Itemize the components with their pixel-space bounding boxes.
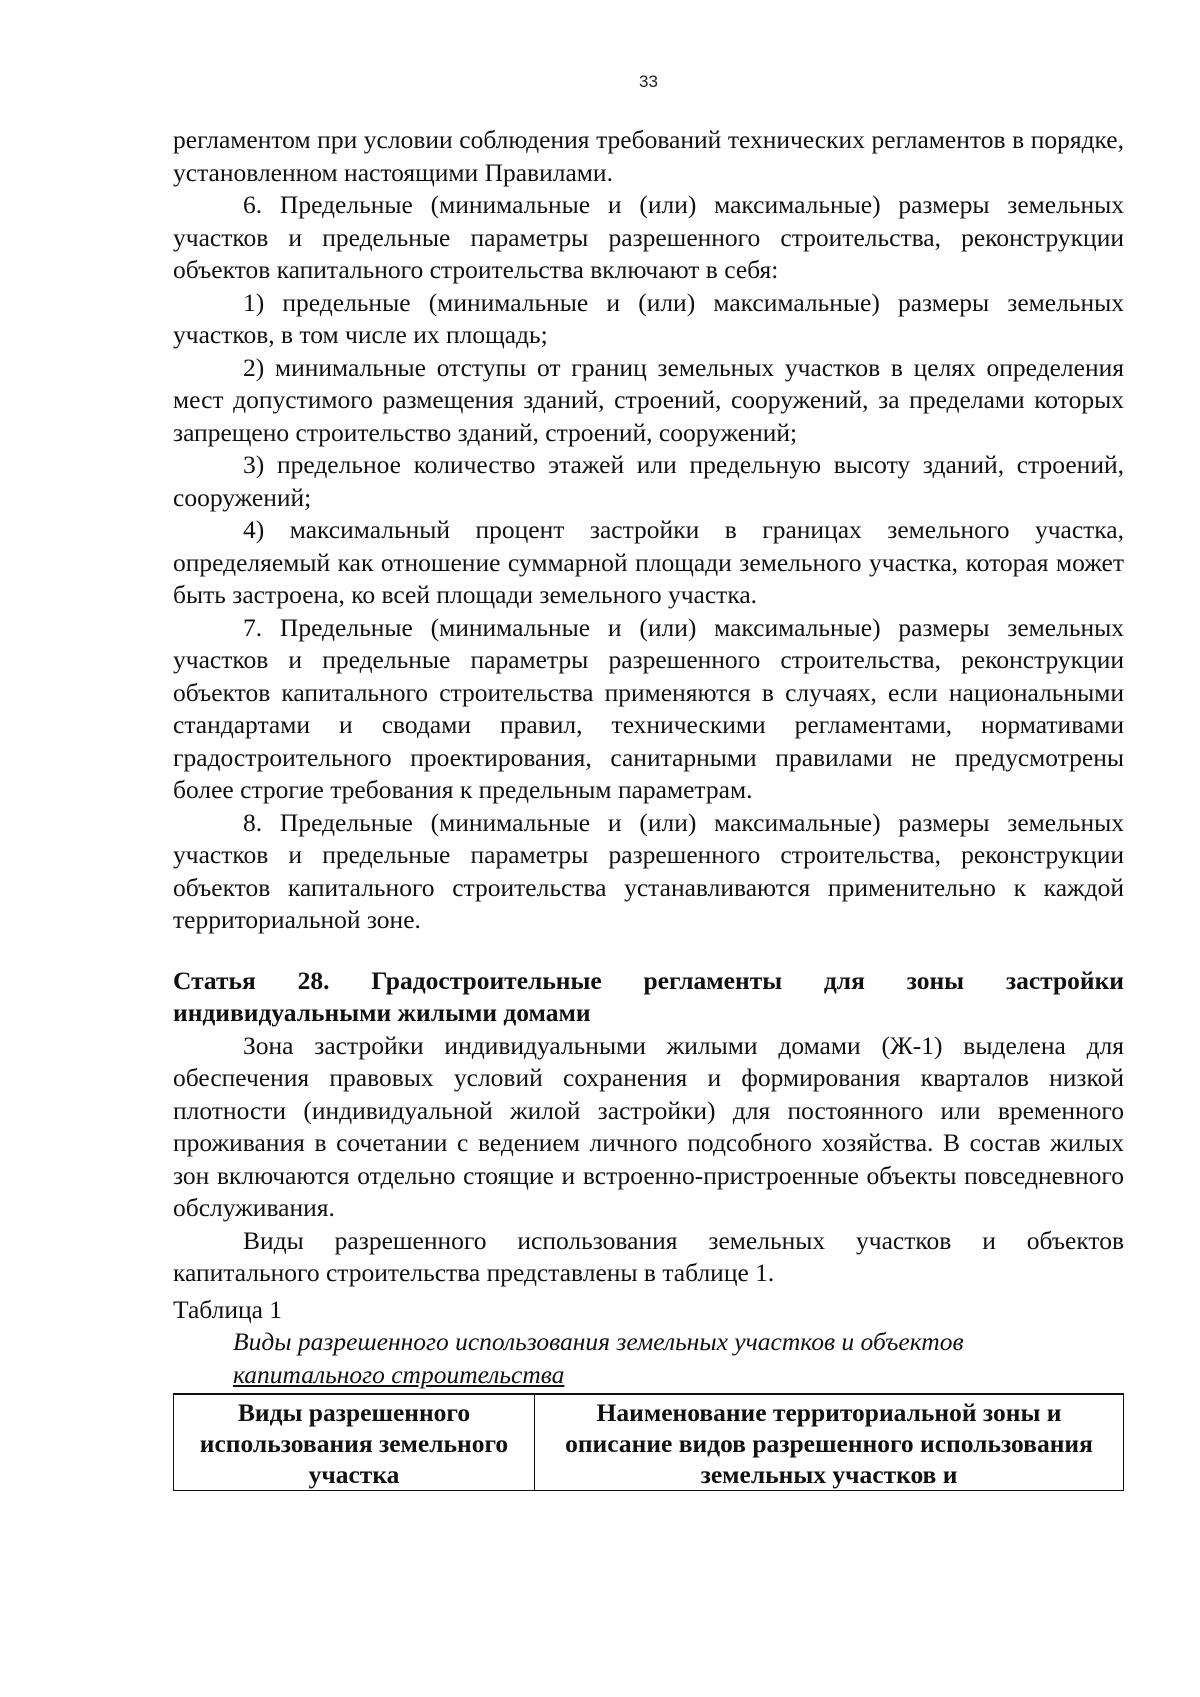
paragraph-subitem-3: 3) предельное количество этажей или предельную высоту зданий, строений, сооружений;: [173, 450, 1124, 512]
table-header-cell: Виды разрешенного использования земельного участка: [174, 1394, 535, 1491]
document-body: [173, 124, 1124, 1491]
paragraph-continuation: регламентом при условии соблюдения требований технических регламентов в порядке, установленном настоящими Правилами.: [173, 125, 1124, 187]
paragraph-item-6: 6. Предельные (минимальные и (или) максимальные) размеры земельных участков и предельные параметры разрешенного строительства, реконструкции объектов капитального строительства включают в себя:: [173, 190, 1124, 284]
paragraph-item-7: 7. Предельные (минимальные и (или) максимальные) размеры земельных участков и предельные параметры разрешенного строительства, реконструкции объектов капитального строительства применяются в случаях, если национальными стандартами и сводами правил, техническими регламентами, нормативами градостроительного проектирования, санитарными правилами не предусмотрены более строгие требования к предельным параметрам.: [173, 612, 1124, 804]
table-caption-line: капитального строительства: [233, 1359, 565, 1389]
paragraph-subitem-1: 1) предельные (минимальные и (или) максимальные) размеры земельных участков, в том числе их площадь;: [173, 287, 1124, 349]
table-label: Таблица 1: [173, 1294, 283, 1324]
article-heading: Статья 28. Градостроительные регламенты для зоны застройки индивидуальными жилыми домами: [173, 965, 1124, 1027]
article-paragraph-zone: Зона застройки индивидуальными жилыми домами (Ж-1) выделена для обеспечения правовых условий сохранения и формирования кварталов низкой плотности (индивидуальной жилой застройки) для постоянного или временного проживания в сочетании с ведением личного подсобного хозяйства. В состав жилых зон включаются отдельно стоящие и встроенно-пристроенные объекты повседневного обслуживания.: [173, 1030, 1124, 1222]
table-caption: [233, 1326, 1064, 1391]
paragraph-subitem-4: 4) максимальный процент застройки в границах земельного участка, определяемый как отношение суммарной площади земельного участка, которая может быть застроена, ко всей площади земельного участка.: [173, 515, 1124, 609]
table-header-cell: Наименование территориальной зоны и описание видов разрешенного использования земельных участков и: [535, 1394, 1124, 1491]
paragraph-subitem-2: 2) минимальные отступы от границ земельных участков в целях определения мест допустимого размещения зданий, строений, сооружений, за пределами которых запрещено строительство зданий, строений, сооружений;: [173, 352, 1124, 447]
land-use-table: [173, 1393, 1124, 1491]
table-header-row: [174, 1394, 1124, 1491]
paragraph-item-8: 8. Предельные (минимальные и (или) максимальные) размеры земельных участков и предельные параметры разрешенного строительства, реконструкции объектов капитального строительства устанавливаются применительно к каждой территориальной зоне.: [173, 807, 1124, 934]
page-number: 33: [639, 72, 658, 91]
table-caption-line: Виды разрешенного использования земельных участков и объектов: [233, 1327, 964, 1356]
article-paragraph-table-ref: Виды разрешенного использования земельных участков и объектов капитального строительства представлены в таблице 1.: [173, 1225, 1124, 1287]
